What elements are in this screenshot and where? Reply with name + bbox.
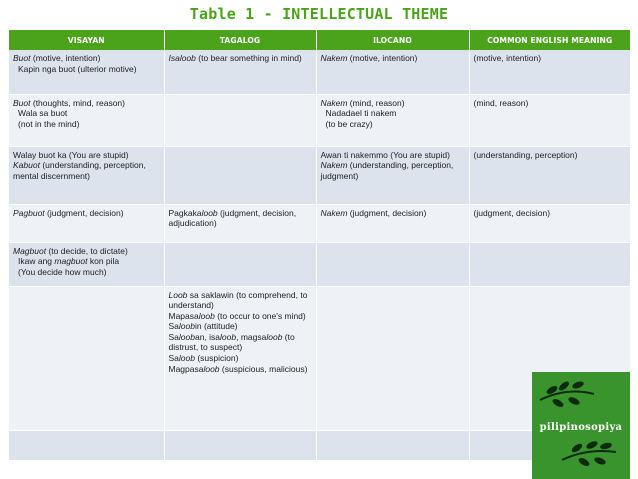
cell-line: [474, 98, 627, 109]
cell-line: [13, 64, 160, 75]
cell-tagalog: [164, 146, 316, 204]
cell-line: [13, 208, 160, 219]
italic-term: Buot: [13, 53, 31, 63]
text-segment: Ikaw ang: [18, 256, 55, 267]
italic-term: Buot: [13, 97, 31, 108]
text-segment: (understanding, perception, judgment): [320, 160, 454, 181]
cell-visayan: [9, 242, 164, 286]
italic-term: Pagbuot: [13, 207, 45, 218]
text-segment: sa saklawin (to comprehend, to understand): [168, 289, 308, 311]
cell-english: [469, 204, 630, 242]
cell-line: [169, 290, 312, 311]
italic-term: Kabuot: [13, 160, 40, 171]
cell-line: [169, 53, 312, 64]
text-segment: (judgment, decision, adjudication): [168, 207, 297, 229]
text-segment: Sa: [168, 353, 179, 364]
text-segment: Mapasa: [168, 310, 199, 321]
text-segment: (motive, intention): [473, 53, 542, 63]
cell-line: [474, 208, 627, 219]
cell-english: [469, 242, 630, 286]
italic-term: Isaloob: [168, 53, 196, 63]
cell-tagalog: [164, 204, 316, 242]
pilipinosopiya-logo: [532, 372, 630, 479]
table-row: [9, 50, 630, 94]
cell-line: [13, 119, 160, 130]
header-tagalog: TAGALOG: [164, 30, 316, 50]
cell-line: [321, 119, 465, 130]
cell-line: [321, 98, 465, 109]
cell-line: [321, 160, 465, 181]
cell-line: [321, 108, 465, 119]
cell-english: [469, 146, 630, 204]
text-segment: (thoughts, mind, reason): [30, 97, 125, 108]
text-segment: , magsa: [236, 331, 267, 342]
text-segment: (judgment, decision): [44, 207, 124, 218]
italic-term: Magbuot: [13, 245, 47, 256]
cell-ilocano: [316, 286, 469, 430]
cell-visayan: [9, 146, 164, 204]
cell-ilocano: [316, 430, 469, 460]
cell-line: [169, 321, 312, 332]
cell-line: [169, 311, 312, 322]
header-row: [9, 30, 630, 50]
cell-visayan: [9, 50, 164, 94]
cell-line: [13, 267, 160, 278]
italic-term: loob: [198, 310, 215, 321]
text-segment: Awan ti nakemmo (You are stupid): [320, 149, 450, 160]
text-segment: (motive, intention): [30, 53, 101, 63]
cell-line: [13, 108, 160, 119]
cell-line: [169, 208, 312, 229]
cell-english: [469, 50, 630, 94]
text-segment: (judgment, decision): [347, 207, 427, 218]
text-segment: Pagkaka: [168, 207, 202, 218]
italic-term: loob: [201, 207, 218, 218]
text-segment: (mind, reason): [347, 97, 405, 108]
text-segment: (You decide how much): [18, 266, 107, 277]
cell-visayan: [9, 94, 164, 146]
text-segment: (understanding, perception, mental discernment): [13, 160, 146, 181]
cell-line: [13, 53, 160, 64]
cell-line: [321, 53, 465, 64]
cell-visayan: [9, 204, 164, 242]
text-segment: (suspicion): [194, 353, 239, 364]
text-segment: (suspicious, malicious): [219, 363, 308, 374]
text-segment: Sa: [168, 321, 179, 332]
text-segment: (not in the mind): [18, 118, 80, 129]
cell-ilocano: [316, 94, 469, 146]
cell-line: [321, 208, 465, 219]
cell-line: [13, 98, 160, 109]
table-row: [9, 94, 630, 146]
table-row: [9, 146, 630, 204]
text-segment: (mind, reason): [473, 97, 529, 108]
table-title: Table 1 - INTELLECTUAL THEME: [189, 5, 449, 23]
cell-line: [169, 364, 312, 375]
cell-line: [13, 150, 160, 161]
text-segment: (to decide, to dictate): [46, 245, 128, 256]
italic-term: Nakem: [320, 53, 348, 63]
table-row: [9, 242, 630, 286]
cell-line: [474, 53, 627, 64]
cell-line: [321, 150, 465, 161]
text-segment: (to distrust, to suspect): [168, 331, 295, 353]
text-segment: Walay buot ka (You are stupid): [13, 149, 129, 160]
header-visayan: VISAYAN: [9, 30, 164, 50]
italic-term: loob: [178, 331, 195, 342]
italic-term: loob: [266, 331, 283, 342]
cell-visayan: [9, 286, 164, 430]
cell-line: [169, 332, 312, 353]
text-segment: (to be crazy): [325, 118, 373, 129]
italic-term: Nakem: [320, 160, 348, 171]
text-segment: (to occur to one's mind): [214, 310, 306, 321]
cell-ilocano: [316, 204, 469, 242]
text-segment: (judgment, decision): [473, 207, 551, 218]
text-segment: kon pila: [87, 256, 120, 267]
text-segment: an, isa: [194, 331, 221, 342]
text-segment: (to bear something in mind): [195, 53, 302, 63]
cell-line: [13, 256, 160, 267]
italic-term: Loob: [168, 289, 188, 300]
cell-tagalog: [164, 242, 316, 286]
cell-ilocano: [316, 242, 469, 286]
text-segment: (motive, intention): [347, 53, 418, 63]
cell-tagalog: [164, 94, 316, 146]
cell-line: [13, 246, 160, 257]
cell-tagalog: [164, 286, 316, 430]
logo-wordmark: pilipinosopiya: [539, 422, 623, 433]
cell-visayan: [9, 430, 164, 460]
cell-ilocano: [316, 146, 469, 204]
text-segment: Nadadael ti nakem: [325, 108, 397, 119]
italic-term: loob: [203, 363, 220, 374]
italic-term: loob: [178, 321, 195, 332]
cell-line: [13, 160, 160, 181]
cell-line: [169, 353, 312, 364]
italic-term: loob: [178, 353, 195, 364]
text-segment: Sa: [168, 331, 179, 342]
cell-english: [469, 94, 630, 146]
header-english-meaning: COMMON ENGLISH MEANING: [469, 30, 630, 50]
italic-term: magbuot: [54, 256, 88, 267]
cell-tagalog: [164, 50, 316, 94]
italic-term: loob: [220, 331, 237, 342]
text-segment: Magpasa: [168, 363, 204, 374]
header-ilocano: ILOCANO: [316, 30, 469, 50]
text-segment: Wala sa buot: [18, 108, 68, 119]
table-row: [9, 204, 630, 242]
cell-ilocano: [316, 50, 469, 94]
text-segment: in (attitude): [194, 321, 238, 332]
italic-term: Nakem: [320, 207, 348, 218]
italic-term: Nakem: [320, 97, 348, 108]
text-segment: Kapin nga buot (ulterior motive): [18, 63, 137, 74]
text-segment: (understanding, perception): [473, 149, 578, 160]
cell-line: [474, 150, 627, 161]
cell-tagalog: [164, 430, 316, 460]
